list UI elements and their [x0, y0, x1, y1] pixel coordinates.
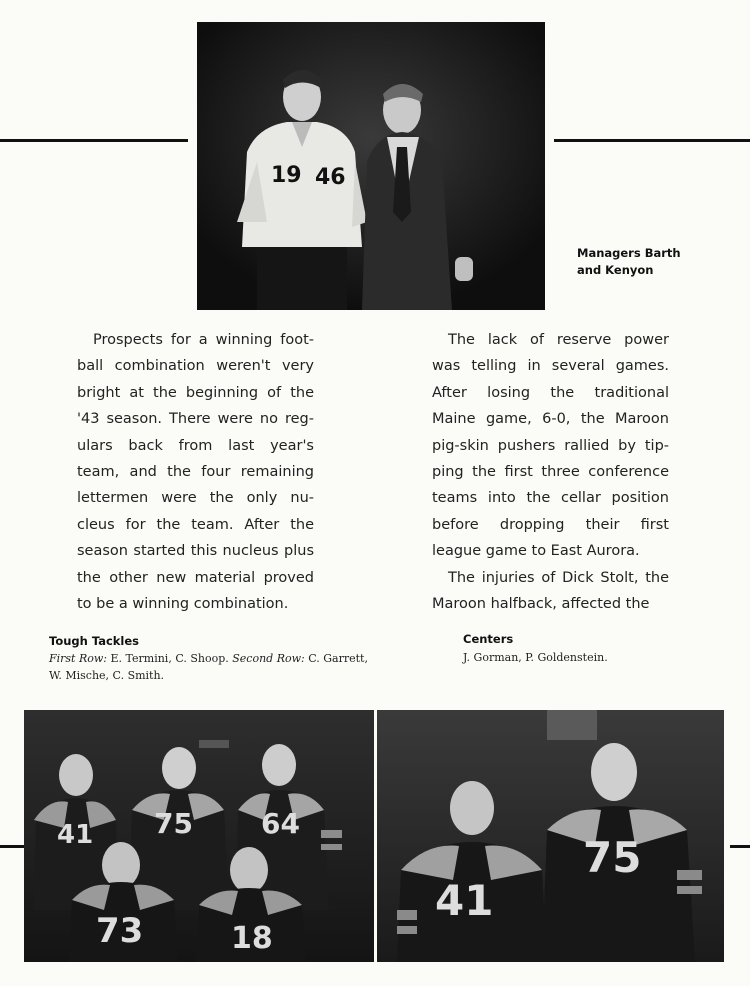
text-left-line: cleus for the team. After the: [77, 516, 314, 533]
centers-photo: [377, 710, 724, 962]
rule-bottom-left: [0, 845, 24, 848]
centers-jersey-number: 41: [435, 876, 494, 925]
tackles-jersey-number: 64: [261, 807, 300, 840]
tackles-second-row-names: C. Garrett,: [308, 652, 368, 665]
text-right-line: After losing the traditional: [432, 384, 669, 401]
tackles-jersey-number: 73: [96, 911, 144, 951]
tackles-caption-title: Tough Tackles: [49, 634, 140, 648]
tackles-first-row-label: First Row:: [49, 652, 107, 665]
text-right-line: The lack of reserve power: [448, 332, 669, 348]
text-right-line: teams into the cellar position: [432, 490, 669, 507]
text-left-line: ball combination weren't very: [77, 358, 314, 375]
text-right-line: Maroon halfback, affected the: [432, 596, 650, 613]
text-left-line: bright at the beginning of the: [77, 384, 314, 401]
centers-caption-names: J. Gorman, P. Goldenstein.: [463, 651, 608, 664]
tackles-jersey-number: 41: [57, 820, 94, 850]
rule-top-right: [554, 139, 750, 142]
text-left-line: '43 season. There were no reg-: [77, 411, 314, 428]
tackles-first-row-names: E. Termini, C. Shoop.: [110, 652, 229, 665]
tackles-jersey-number: 75: [154, 807, 193, 840]
text-left-line: the other new material proved: [77, 569, 314, 586]
text-right-line: Maine game, 6-0, the Maroon: [432, 411, 669, 428]
tackles-second-row-label: Second Row:: [232, 652, 305, 665]
tackles-caption-body: [49, 650, 419, 684]
text-right-line: The injuries of Dick Stolt, the: [448, 569, 669, 586]
tackles-photo: [24, 710, 374, 962]
managers-photo: [197, 22, 545, 310]
managers-caption: [577, 245, 681, 279]
text-left-line: Prospects for a winning foot-: [93, 332, 314, 348]
text-left-line: team, and the four remaining: [77, 464, 314, 481]
text-column-right: [432, 327, 669, 617]
managers-caption-line1: Managers Barth: [577, 246, 681, 260]
text-left-line: ulars back from last year's: [77, 437, 314, 454]
tackles-second-row-names-cont: W. Mische, C. Smith.: [49, 669, 165, 682]
managers-sweater-number-right: 46: [315, 165, 346, 190]
text-column-left: [77, 327, 314, 617]
rule-bottom-right: [730, 845, 750, 848]
text-left-line: lettermen were the only nu-: [77, 490, 314, 507]
text-right-line: was telling in several games.: [432, 358, 669, 375]
text-right-line: ping the first three conference: [432, 464, 669, 481]
rule-top-left: [0, 139, 188, 142]
text-right-line: pig-skin pushers rallied by tip-: [432, 437, 669, 454]
text-right-line: league game to East Aurora.: [432, 543, 640, 560]
text-left-line: to be a winning combination.: [77, 596, 289, 613]
text-left-line: season started this nucleus plus: [77, 543, 314, 560]
tackles-jersey-number: 18: [231, 921, 273, 956]
managers-caption-line2: and Kenyon: [577, 263, 654, 277]
managers-sweater-number-left: 19: [271, 163, 302, 188]
centers-caption-title: Centers: [463, 632, 514, 646]
text-right-line: before dropping their first: [432, 516, 669, 533]
centers-jersey-number: 75: [583, 833, 642, 882]
